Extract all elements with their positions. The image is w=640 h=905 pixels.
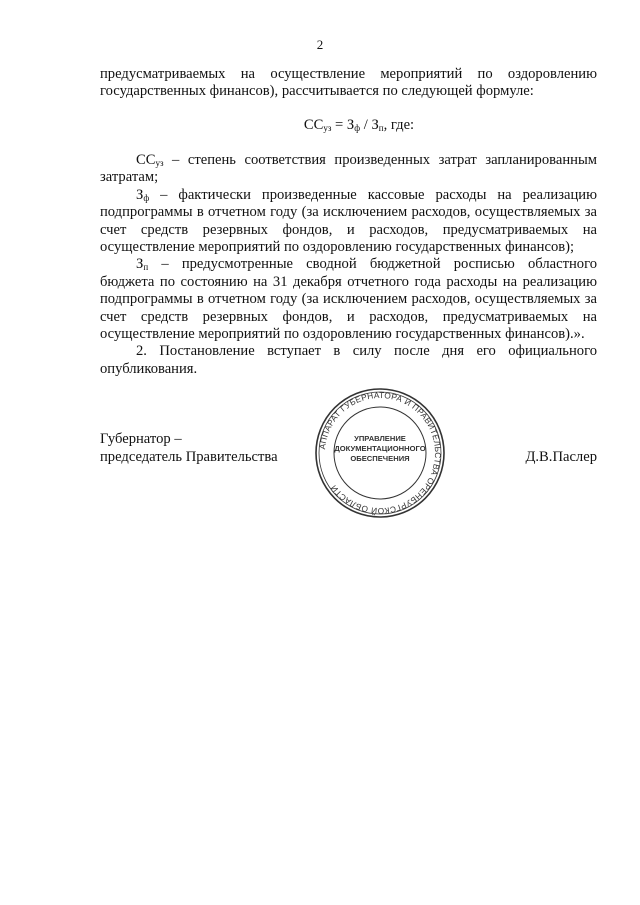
formula-f-sub: ф (354, 123, 361, 133)
clause-2: 2. Постановление вступает в силу после дня его официального опубликования. (100, 343, 597, 377)
formula-p-sub: п (378, 123, 384, 133)
seal-ring-text: АППАРАТ ГУБЕРНАТОРА И ПРАВИТЕЛЬСТВА ОРЕНБУРГСКОЙ ОБЛАСТИ (317, 389, 444, 517)
seal-inner-ring (334, 407, 426, 499)
seal-center-line-3: ОБЕСПЕЧЕНИЯ (350, 454, 410, 463)
signatory-title (100, 430, 278, 466)
official-seal (313, 386, 447, 520)
formula-eq: = З (331, 117, 355, 133)
page-number: 2 (316, 37, 324, 52)
formula-lhs-sub: уз (323, 123, 332, 133)
formula-slash: / З (360, 117, 379, 133)
intro-line-2: государственных финансов), рассчитывается по следующей формуле: (100, 83, 534, 100)
seal-outer-ring (316, 389, 444, 517)
formula (0, 117, 640, 134)
signatory-title-line-2: председатель Правительства (100, 449, 278, 465)
definitions-block (100, 152, 597, 378)
signatory-title-line-1: Губернатор – (100, 431, 182, 447)
formula-tail: , где: (383, 117, 415, 133)
seal-center-line-1: УПРАВЛЕНИЕ (354, 434, 406, 443)
definition-ssuz: $СС_{уз}$ – степень соответствия произведенных затрат запланированным затратам; (100, 152, 597, 186)
seal-center-line-2: ДОКУМЕНТАЦИОННОГО (334, 444, 426, 453)
definition-zp: $З_п$ – предусмотренные сводной бюджетной росписью областного бюджета по состоянию на 31 декабря отчетного года расходы на реализацию подпрограммы в отчетном году (за исключением расходов, осуществляемых за счет средств резервных фондов, и расходов, предусматриваемых на осуществление мероприятий по оздоровлению государственных финансов).». (100, 256, 597, 343)
intro-line-1: предусматриваемых на осуществление мероприятий по оздоровлению (100, 66, 597, 82)
definition-zf: $З_ф$ – фактически произведенные кассовые расходы на реализацию подпрограммы в отчетном году (за исключением расходов, осуществляемых за счет средств резервных фондов, и расходов, предусматриваемых на осуществление мероприятий по оздоровлению государственных финансов); (100, 186, 597, 256)
formula-lhs: СС (303, 117, 324, 133)
signatory-name: Д.В.Паслер (525, 449, 597, 465)
intro-paragraph (100, 66, 597, 101)
